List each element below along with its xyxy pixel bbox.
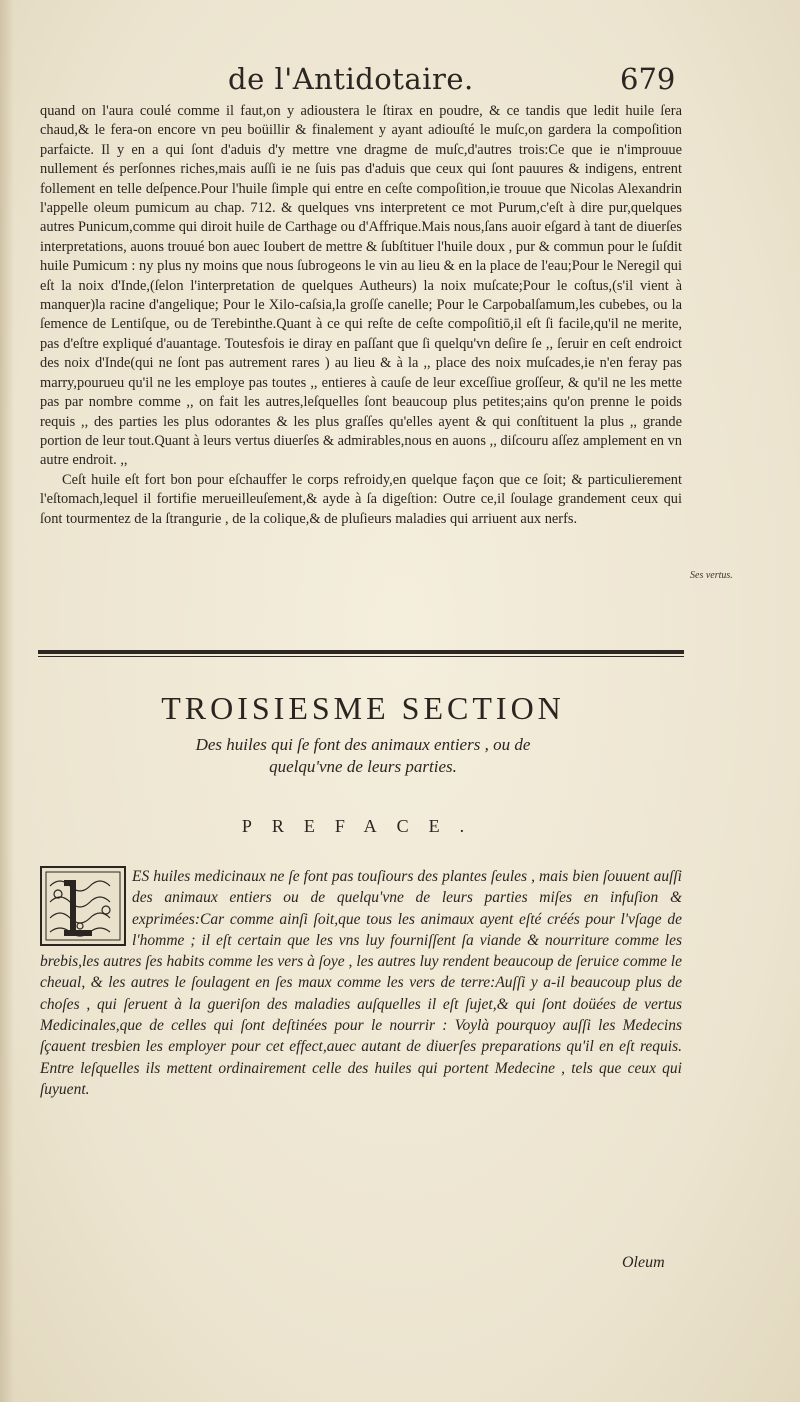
marginal-note: Ses vertus. (690, 570, 733, 581)
section-subtitle (40, 734, 686, 778)
preface-title: PREFACE. (241, 816, 485, 836)
paragraph-2: Ceſt huile eſt fort bon pour eſchauffer le corps refroidy,en quelque façon que ce ſoit; & particulierement l'eſtomach,lequel il fortifie merueilleuſement,& ayde à ſa digeſtion: Outre ce,il ſoulage grandement ceux qui ſont tourmentez de la ſtrangurie , de la colique,& de pluſieurs maladies qui arriuent aux nerfs. (40, 471, 682, 527)
section-divider-rule (38, 650, 684, 662)
page-header (0, 62, 800, 102)
drop-cap-ornament-icon (40, 866, 132, 950)
page-gutter-shadow (0, 0, 14, 1402)
section-subtitle-line-1: Des huiles qui ſe font des animaux entiers , ou de (195, 735, 531, 754)
section-subtitle-line-2: quelqu'vne de leurs parties. (269, 757, 457, 776)
preface-text (40, 866, 682, 1100)
paragraph-1: quand on l'aura coulé comme il faut,on y adioustera le ſtirax en poudre, & ce tandis que ledit huile ſera chaud,& le fera-on encore vn peu boüillir & finalement y ayant adiouſté le muſc,on gardera la compoſition parfaicte. Il y en a qui ſont d'aduis d'y mettre vne dragme de muſc,d'autres trois:Ce que ie n'improuue nullement és perſonnes riches,mais auſſi ie ne ſuis pas d'aduis que ceux qui ſont pauures & indigens, entrent follement en telle deſpence.Pour l'huile ſimple qui entre en ceſte compoſition,ie trouue que Nicolas Alexandrin l'appelle oleum pumicum au chap. 712. & quelques vns interpretent ce mot Purum,c'eſt à dire pur,quelques autres Punicum,comme qui diroit huile de Carthage ou d'Affrique.Mais nous,ſans auoir eſgard à tant de diuerſes interpretations, auons trouué bon auec Ioubert de mettre & ſubſtituer l'huile doux , pur & commun pour le ſuſdit huile Pumicum : ny plus ny moins que nous ſubrogeons le vin au lieu & en la place de l'eau;Pour le Neregil qui eſt la noix d'Inde,(ſelon l'interpretation de quelques Autheurs) la noix muſcate;Pour le coſtus,(s'il vient à manquer)la racine d'angelique; Pour le Xilo-caſsia,la groſſe canelle; Pour le Carpobalſamum,les cubebes, ou la ſemence de Lentiſque, ou de Terebinthe.Quant à ce qui reſte de ceſte compoſitiō,il eſt ſi facile,qu'il ne merite, pas d'eſtre expliqué d'auantage. Toutesfois ie diray en paſſant que ſi quelqu'vn deſire ſe ,, ſeruir en ceſt endroict des noix d'Inde(qui ne ſont pas autrement rares ) au lieu & à la ,, place des noix muſcades,ie n'en feray pas marry,pourueu qu'il ne les employe pas toutes ,, entieres à cauſe de leur exceſſiue groſſeur, & qu'il ne les mette pas par nombre comme ,, on fait les autres,leſquelles ſont beaucoup plus petites;ains qu'on prenne le poids requis ,, des parties les plus odorantes & les plus graſſes qu'elles ayent & qui conſtituent la plus ,, grande portion de leur tout.Quant à leurs vertus diuerſes & admirables,nous en auons ,, diſcouru aſſez amplement en vn autre endroit. ,, (40, 103, 682, 469)
catchword: Oleum (622, 1254, 665, 1271)
section-title: TROISIESME SECTION (161, 690, 565, 726)
page-number: 679 (620, 62, 676, 96)
main-text (40, 102, 682, 529)
preface-body: ES huiles medicinaux ne ſe font pas touſiours des plantes ſeules , mais bien ſouuent auſſi des animaux entiers ou de quelqu'vne de leurs parties miſes en infuſion & exprimées:Car comme ainſi ſoit,que tous les animaux ayent eſté créés pour l'vſage de l'homme ; il eſt certain que les vns luy fourniſſent ſa viande & nourriture comme les brebis,les autres ſes habits comme les vers à ſoye , les autres luy rendent beaucoup de ſeruice comme le cheual, & les autres le ſoulagent en ſes maux comme les vers de terre:Auſſi y a-il beaucoup plus de choſes , qui ſeruent à la gueriſon des maladies auſquelles il eſt ſujet,& qui ſont doüées de vertus Medicinales,que de celles qui ſont deſtinées pour le nourrir : Voylà pourquoy auſſi les Medecins ſçauent tresbien les employer pour cet effect,auec autant de diuerſes preparations qu'il en eſt requis. Entre leſquelles ils mettent ordinairement celle des huiles qui portent Medecine , tels que ceux qui ſuyuent. (40, 868, 682, 1098)
running-title: de l'Antidotaire. (228, 62, 474, 96)
